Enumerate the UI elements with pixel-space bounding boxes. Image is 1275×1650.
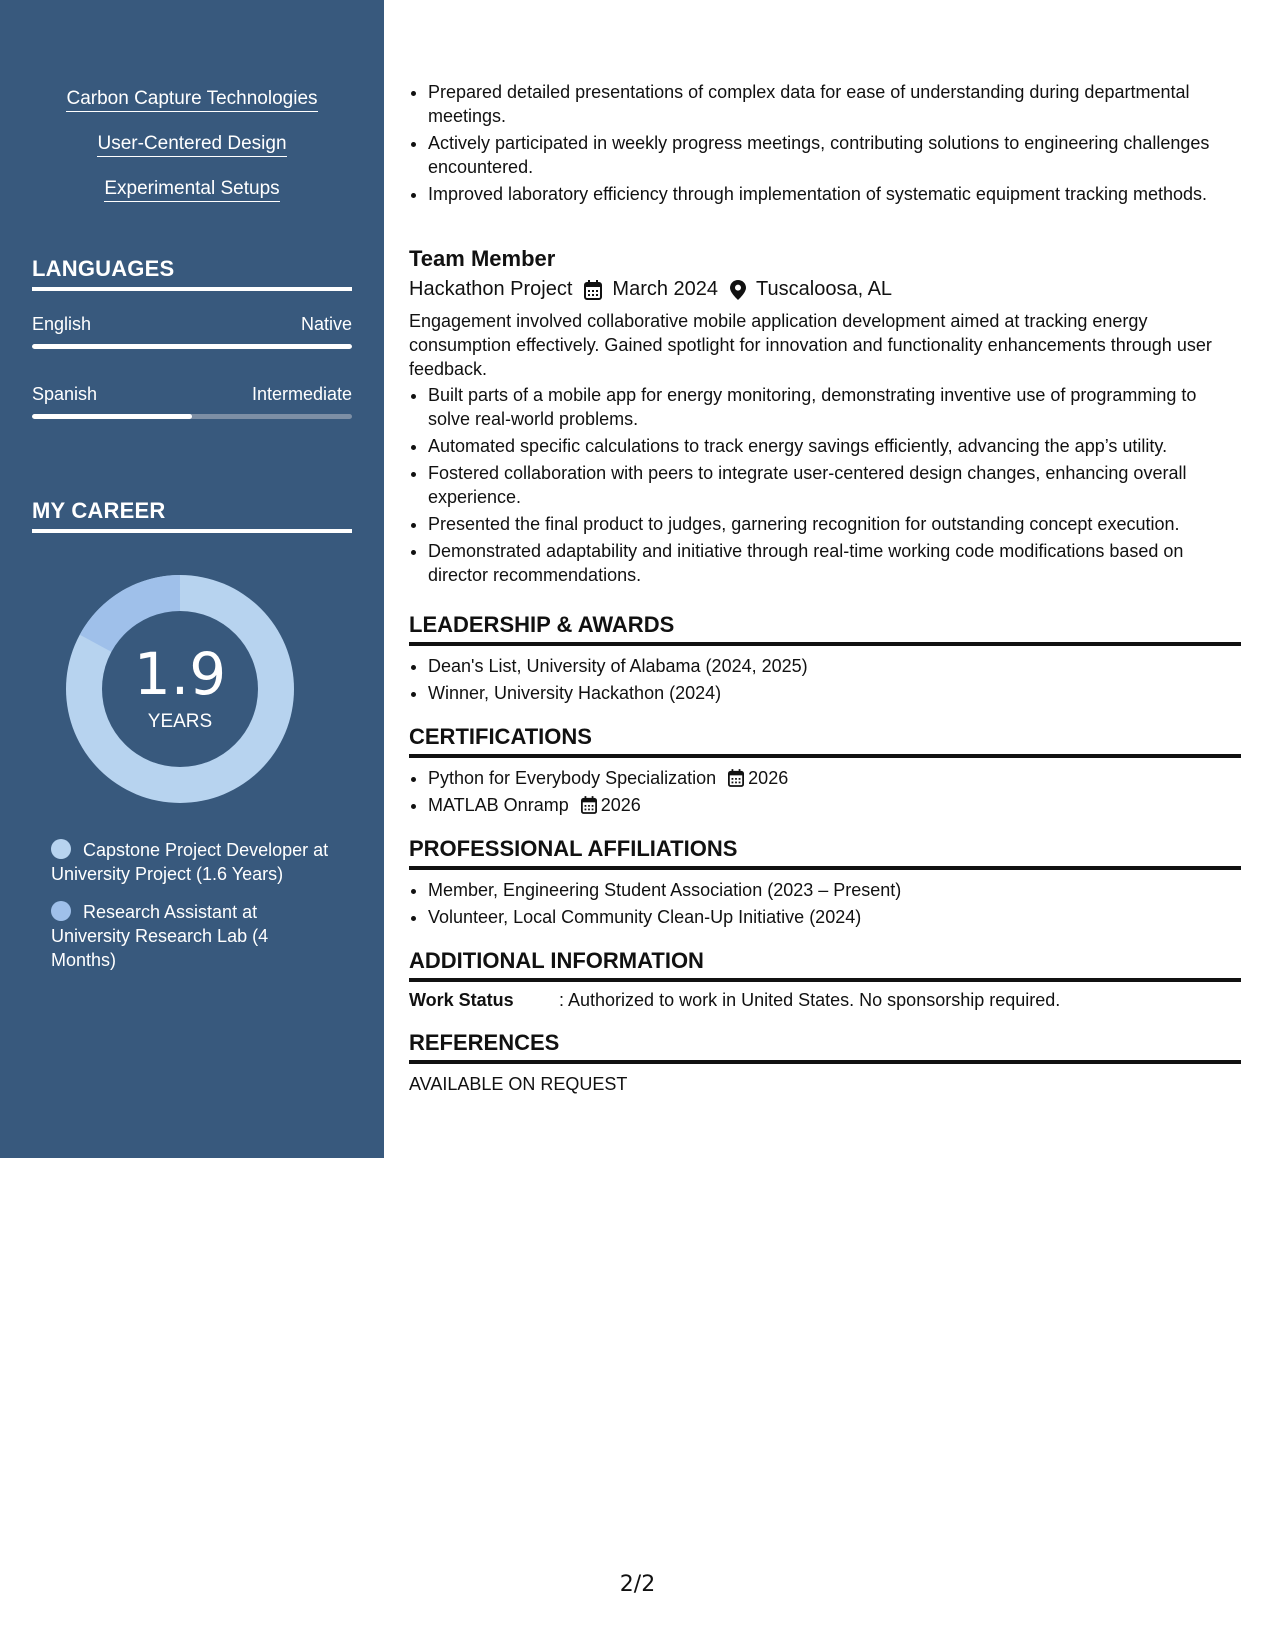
section-heading: PROFESSIONAL AFFILIATIONS	[409, 836, 1241, 870]
page-number: 2/2	[619, 1572, 656, 1597]
language-bar-fill	[32, 344, 352, 349]
language-level: Native	[300, 314, 352, 334]
bullet-item: • Presented the final product to judges, garnering recognition for outstanding concept execution.	[428, 512, 1241, 536]
role-location: Tuscaloosa, AL	[756, 278, 893, 300]
bullet-item: • Built parts of a mobile app for energy monitoring, demonstrating inventive use of programming to solve real-world problems.	[428, 383, 1241, 431]
role-org: Hackathon Project	[409, 278, 573, 300]
legend-dot	[51, 839, 71, 859]
skill-item	[0, 178, 384, 200]
calendar-icon	[728, 769, 744, 787]
location-pin-icon	[730, 280, 746, 300]
career-legend-label: Capstone Project Developer at University Project (1.6 Years)	[51, 840, 329, 884]
sidebar	[0, 0, 384, 1158]
career-total-value: 1.9	[133, 640, 227, 708]
work-status-row	[409, 990, 1241, 1011]
section-heading: LEADERSHIP & AWARDS	[409, 612, 1241, 646]
calendar-icon	[581, 796, 597, 814]
skill-label: Carbon Capture Technologies	[66, 88, 317, 112]
skill-label: User-Centered Design	[97, 133, 286, 157]
career-total-unit: YEARS	[147, 711, 213, 732]
references-section	[409, 1030, 1241, 1095]
role-entry	[409, 246, 1241, 590]
legend-dot	[51, 901, 71, 921]
career-donut-chart	[66, 575, 294, 803]
bullet-item: • Automated specific calculations to track energy savings efficiently, advancing the app’s utility.	[428, 434, 1241, 458]
language-level: Intermediate	[251, 384, 352, 404]
previous-role-bullets	[409, 80, 1241, 209]
role-meta	[409, 278, 1241, 301]
section-heading: ADDITIONAL INFORMATION	[409, 948, 1241, 982]
section-heading: REFERENCES	[409, 1030, 1241, 1064]
calendar-icon	[584, 280, 602, 300]
bullet-item: • Dean's List, University of Alabama (2024, 2025)	[428, 654, 1241, 678]
career-legend-item	[51, 900, 331, 972]
role-title: Team Member	[409, 246, 556, 271]
skill-label: Experimental Setups	[104, 178, 279, 202]
certification-name: MATLAB Onramp	[428, 795, 569, 815]
bullet-item: • Winner, University Hackathon (2024)	[428, 681, 1241, 705]
certification-item	[428, 793, 1241, 817]
bullet-item: • Member, Engineering Student Association (2023 – Present)	[428, 878, 1241, 902]
bullet-item: • Improved laboratory efficiency through implementation of systematic equipment tracking methods.	[428, 182, 1241, 206]
certifications-section	[409, 724, 1241, 820]
certification-year: 2026	[748, 768, 789, 788]
certification-item	[428, 766, 1241, 790]
bullet-item: • Volunteer, Local Community Clean-Up Initiative (2024)	[428, 905, 1241, 929]
language-bar	[32, 414, 352, 419]
leadership-section	[409, 612, 1241, 708]
additional-info-section	[409, 948, 1241, 1011]
language-name: English	[32, 314, 92, 334]
work-status-label: Work Status	[409, 990, 514, 1010]
role-description: Engagement involved collaborative mobile application development aimed at tracking energy consumption effectively. Gained spotlight for innovation and functionality enhancements through user feedback.	[409, 311, 1212, 379]
career-legend-label: Research Assistant at University Research Lab (4 Months)	[51, 902, 269, 970]
work-status-value: : Authorized to work in United States. No sponsorship required.	[559, 990, 1061, 1010]
bullet-item: • Demonstrated adaptability and initiative through real-time working code modifications based on director recommendations.	[428, 539, 1241, 587]
affiliations-section	[409, 836, 1241, 932]
bullet-item: • Actively participated in weekly progress meetings, contributing solutions to engineering challenges encountered.	[428, 131, 1241, 179]
bullet-item: • Prepared detailed presentations of complex data for ease of understanding during departmental meetings.	[428, 80, 1241, 128]
languages-heading: LANGUAGES	[32, 256, 352, 291]
language-bar-fill	[32, 414, 192, 419]
section-heading: CERTIFICATIONS	[409, 724, 1241, 758]
skill-item	[0, 88, 384, 110]
language-name: Spanish	[32, 384, 98, 404]
language-bar	[32, 344, 352, 349]
career-heading: MY CAREER	[32, 498, 352, 533]
career-legend-item	[51, 838, 331, 886]
certification-name: Python for Everybody Specialization	[428, 768, 717, 788]
bullet-item: • Fostered collaboration with peers to integrate user-centered design changes, enhancing overall experience.	[428, 461, 1241, 509]
certification-year: 2026	[600, 795, 641, 815]
role-date: March 2024	[612, 278, 719, 300]
references-text: AVAILABLE ON REQUEST	[409, 1074, 628, 1094]
skill-item	[0, 133, 384, 155]
